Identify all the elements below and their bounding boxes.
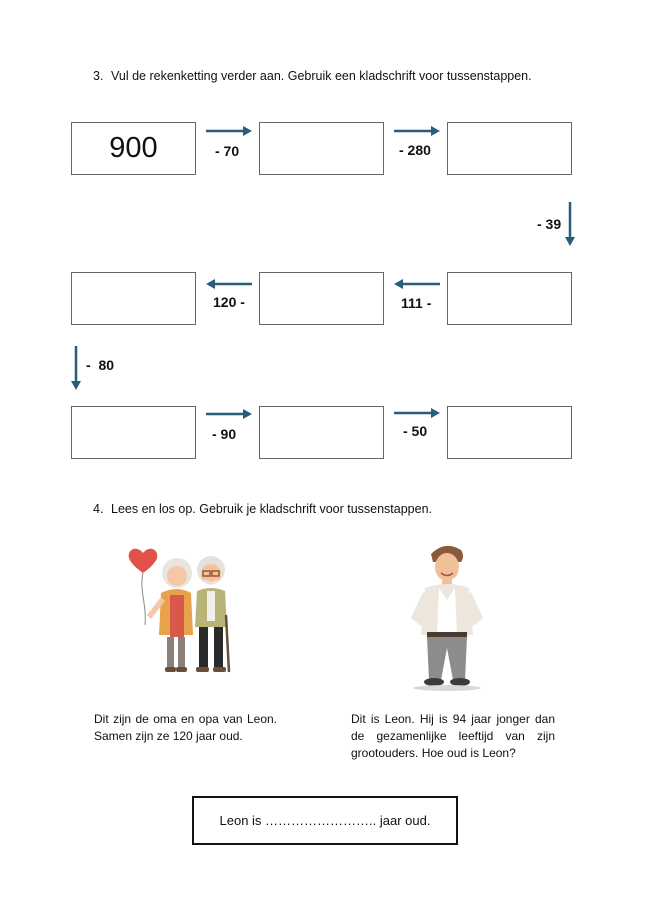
arrow-down-icon bbox=[564, 201, 576, 247]
arrow-left-icon bbox=[205, 278, 253, 290]
operation-8: - 50 bbox=[403, 423, 428, 439]
chain-box-3[interactable] bbox=[447, 122, 572, 175]
chain-box-6[interactable] bbox=[71, 272, 196, 325]
question-4-number: 4. bbox=[93, 502, 104, 516]
chain-box-2[interactable] bbox=[259, 122, 384, 175]
chain-box-1 bbox=[71, 122, 196, 175]
arrow-right-icon bbox=[205, 125, 253, 137]
arrow-left-icon bbox=[393, 278, 441, 290]
grandparents-illustration bbox=[125, 545, 240, 680]
arrow-right-icon bbox=[393, 125, 441, 137]
operation-6: - 80 bbox=[86, 357, 115, 373]
operation-3: - 39 bbox=[537, 216, 562, 232]
chain-box-9[interactable] bbox=[447, 406, 572, 459]
arrow-right-icon bbox=[393, 407, 441, 419]
operation-5: 120 - bbox=[213, 294, 245, 310]
answer-box[interactable] bbox=[192, 796, 458, 845]
chain-box-8[interactable] bbox=[259, 406, 384, 459]
question-4-text: Lees en los op. Gebruik je kladschrift voor tussenstappen. bbox=[111, 502, 433, 516]
start-value: 900 bbox=[109, 132, 158, 164]
operation-1: - 70 bbox=[215, 143, 240, 159]
operation-2: - 280 bbox=[399, 142, 431, 158]
chain-box-7[interactable] bbox=[71, 406, 196, 459]
arrow-right-icon bbox=[205, 408, 253, 420]
leon-illustration bbox=[405, 540, 490, 692]
chain-box-5[interactable] bbox=[259, 272, 384, 325]
question-4-instruction bbox=[93, 502, 432, 516]
story-left: Dit zijn de oma en opa van Leon. Samen zijn ze 120 jaar oud. bbox=[94, 712, 277, 743]
question-3-instruction bbox=[93, 69, 532, 83]
question-3-text: Vul de rekenketting verder aan. Gebruik een kladschrift voor tussenstappen. bbox=[111, 69, 532, 83]
arrow-down-icon bbox=[70, 345, 82, 391]
question-3-number: 3. bbox=[93, 69, 104, 83]
operation-4: 111 - bbox=[401, 295, 432, 311]
operation-7: - 90 bbox=[212, 426, 237, 442]
story-right: Dit is Leon. Hij is 94 jaar jonger dan de gezamenlijke leeftijd van zijn grootouders. Hoe oud is Leon? bbox=[351, 712, 555, 760]
answer-line: Leon is …………………….. jaar oud. bbox=[219, 813, 431, 828]
chain-box-4[interactable] bbox=[447, 272, 572, 325]
